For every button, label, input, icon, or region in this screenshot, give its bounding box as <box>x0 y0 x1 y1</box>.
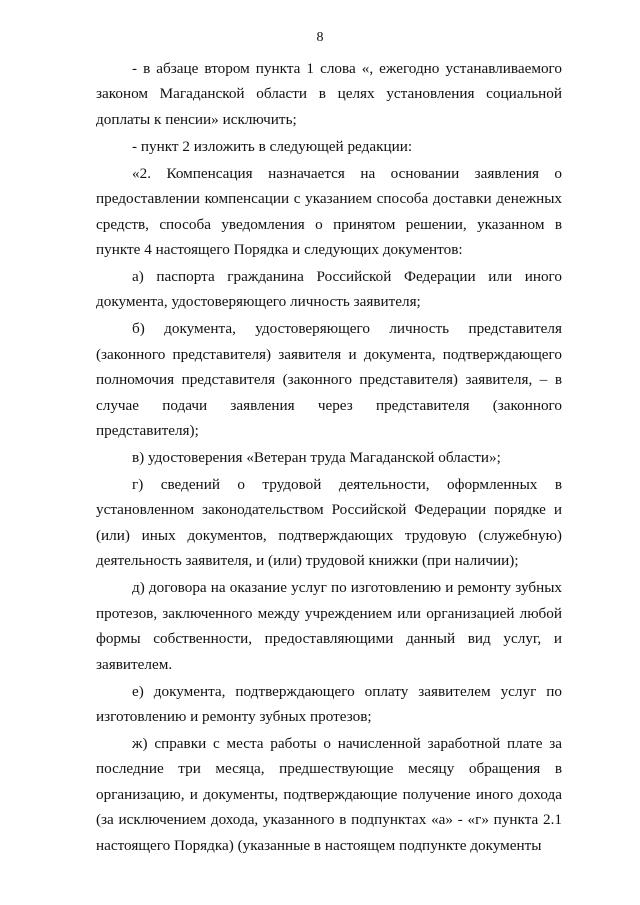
paragraph-subitem-e: е) документа, подтверждающего оплату заявителем услуг по изготовлению и ремонту зубных протезов; <box>96 682 562 725</box>
paragraph-abzac-vtoroy: - в абзаце втором пункта 1 слова «, ежегодно устанавливаемого законом Магаданской области в целях установления социальной доплаты к пенсии» исключить; <box>96 60 562 128</box>
paragraph-subitem-b: б) документа, удостоверяющего личность представителя (законного представителя) заявителя и документа, подтверждающего полномочия представителя (законного представителя) заявителя, – в случае подачи заявления через представителя (законного представителя); <box>96 320 562 440</box>
paragraph-punkt-2-text: «2. Компенсация назначается на основании заявления о предоставлении компенсации с указанием способа доставки денежных средств, способа уведомления о принятом решении, указанном в пункте 4 настоящего Порядка и следующих документов: <box>96 164 562 259</box>
paragraph-subitem-d: д) договора на оказание услуг по изготовлению и ремонту зубных протезов, заключенного между учреждением или организацией любой формы собственности, предоставляющими данный вид услуг, и заявителем. <box>96 579 562 673</box>
document-body <box>96 52 562 860</box>
paragraph-subitem-v: в) удостоверения «Ветеран труда Магаданской области»; <box>132 449 501 467</box>
paragraph-punkt-2-intro: - пункт 2 изложить в следующей редакции: <box>132 137 413 155</box>
page-number: 8 <box>316 30 324 45</box>
paragraph-subitem-a: а) паспорта гражданина Российской Федерации или иного документа, удостоверяющего личность заявителя; <box>96 268 562 311</box>
paragraph-subitem-g: г) сведений о трудовой деятельности, оформленных в установленном законодательством Российской Федерации порядке и (или) иных документов, подтверждающих трудовую (служебную) деятельность заявителя, и (или) трудовой книжки (при наличии); <box>96 476 562 570</box>
paragraph-subitem-zh: ж) справки с места работы о начисленной заработной плате за последние три месяца, предшествующие месяцу обращения в организацию, и документы, подтверждающие получение иного дохода (за исключением дохода, указанного в подпунктах «а» - «г» пункта 2.1 настоящего Порядка) (указанные в настоящем подпункте документы <box>96 734 562 854</box>
